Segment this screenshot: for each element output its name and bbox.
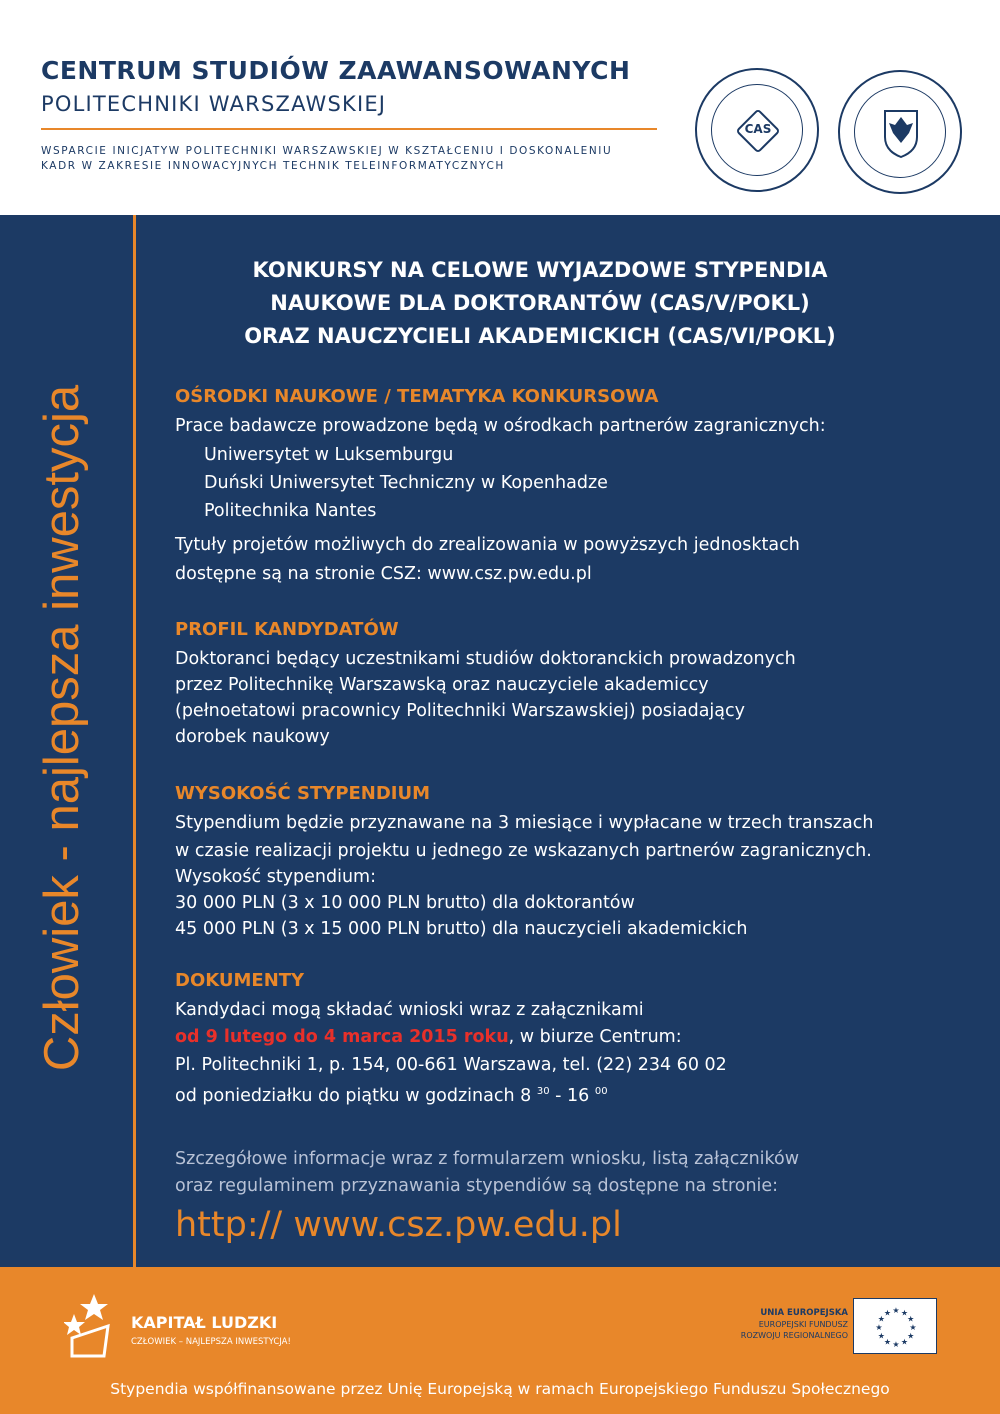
section-heading-osrodki: OŚRODKI NAUKOWE / TEMATYKA KONKURSOWA — [175, 386, 659, 407]
eu-fund-label — [700, 1307, 848, 1341]
title-line-2: NAUKOWE DLA DOKTORANTÓW (CAS/V/POKL) — [270, 291, 810, 315]
kapital-ludzki-logo-icon — [64, 1290, 116, 1360]
eu-line1: UNIA EUROPEJSKA — [760, 1308, 848, 1318]
page-title — [150, 254, 930, 353]
header-tagline-line2: KADR W ZAKRESIE INNOWACYJNYCH TECHNIK TELEINFORMATYCZNYCH — [41, 160, 505, 172]
section-profil-line: (pełnoetatowi pracownicy Politechniki Warszawskiej) posiadający — [175, 701, 745, 721]
title-line-1: KONKURSY NA CELOWE WYJAZDOWE STYPENDIA — [252, 258, 828, 282]
section-osrodki-note-1: Tytuły projetów możliwych do zrealizowania w powyższych jednosktach — [175, 535, 800, 555]
hours-prefix: od poniedziałku do piątku w godzinach 8 — [175, 1085, 532, 1106]
office-location-text: , w biurze Centrum: — [508, 1027, 682, 1047]
header-divider — [41, 128, 657, 130]
section-dokumenty-address: Pl. Politechniki 1, p. 154, 00-661 Warszawa, tel. (22) 234 60 02 — [175, 1055, 727, 1075]
website-link[interactable]: http:// www.csz.pw.edu.pl — [175, 1205, 622, 1245]
hours-end-minutes: 00 — [594, 1086, 608, 1097]
eu-line2: EUROPEJSKI FUNDUSZ — [758, 1320, 848, 1329]
section-stypendium-line: w czasie realizacji projektu u jednego ze wskazanych partnerów zagranicznych. — [175, 841, 872, 861]
title-line-3: ORAZ NAUCZYCIELI AKADEMICKICH (CAS/VI/POKL) — [244, 324, 836, 348]
eu-star-icon: ★ — [907, 1331, 915, 1341]
eu-star-icon: ★ — [907, 1314, 915, 1324]
eu-flag-icon — [853, 1298, 937, 1354]
hours-start-minutes: 30 — [536, 1086, 550, 1097]
header-tagline-line1: WSPARCIE INICJATYW POLITECHNIKI WARSZAWSKIEJ W KSZTAŁCENIU I DOSKONALENIU — [41, 145, 613, 157]
cas-seal-icon — [695, 68, 819, 192]
eu-star-icon: ★ — [883, 1308, 892, 1318]
partner-item: Uniwersytet w Luksemburgu — [204, 445, 454, 465]
section-dokumenty-line2 — [175, 1024, 682, 1051]
header-subtitle: POLITECHNIKI WARSZAWSKIEJ — [41, 92, 387, 116]
side-slogan: Człowiek - najlepsza inwestycja — [35, 384, 89, 1072]
section-dokumenty-line1: Kandydaci mogą składać wnioski wraz z załącznikami — [175, 1000, 644, 1020]
info-line-1: Szczegółowe informacje wraz z formularzem wniosku, listą załączników — [175, 1149, 800, 1169]
eu-star-icon: ★ — [877, 1331, 885, 1341]
section-osrodki-note-2: dostępne są na stronie CSZ: www.csz.pw.edu.pl — [175, 564, 592, 584]
eu-star-icon: ★ — [900, 1308, 909, 1318]
kapital-ludzki-title: KAPITAŁ LUDZKI — [131, 1313, 278, 1332]
deadline-dates: od 9 lutego do 4 marca 2015 roku — [175, 1027, 509, 1047]
section-dokumenty-hours — [175, 1078, 608, 1110]
header-title: CENTRUM STUDIÓW ZAAWANSOWANYCH — [41, 56, 631, 85]
hours-separator: - 16 — [549, 1085, 590, 1106]
section-stypendium-line: 30 000 PLN (3 x 10 000 PLN brutto) dla doktorantów — [175, 893, 635, 913]
header-tagline — [41, 144, 612, 174]
section-profil-line: dorobek naukowy — [175, 727, 330, 747]
section-heading-dokumenty: DOKUMENTY — [175, 970, 305, 991]
info-line-2: oraz regulaminem przyznawania stypendiów są dostępne na stronie: — [175, 1176, 779, 1196]
header — [0, 0, 1000, 215]
section-heading-stypendium: WYSOKOŚĆ STYPENDIUM — [175, 783, 431, 804]
politechnika-seal-icon — [838, 70, 962, 194]
eu-star-icon: ★ — [892, 1306, 900, 1315]
eu-star-icon: ★ — [883, 1337, 892, 1347]
section-osrodki-intro: Prace badawcze prowadzone będą w ośrodkach partnerów zagranicznych: — [175, 416, 826, 436]
cas-seal-label: CAS — [744, 122, 772, 136]
side-divider — [133, 215, 136, 1267]
eu-star-icon: ★ — [900, 1337, 909, 1347]
funding-statement: Stypendia współfinansowane przez Unię Europejską w ramach Europejskiego Funduszu Społecznego — [110, 1380, 890, 1398]
section-heading-profil: PROFIL KANDYDATÓW — [175, 619, 399, 640]
section-stypendium-line: Wysokość stypendium: — [175, 867, 377, 887]
eu-star-icon: ★ — [877, 1314, 885, 1324]
section-profil-line: przez Politechnikę Warszawską oraz nauczyciele akademiccy — [175, 675, 709, 695]
partner-item: Duński Uniwersytet Techniczny w Kopenhadze — [204, 473, 608, 493]
eu-line3: ROZWOJU REGIONALNEGO — [740, 1331, 848, 1340]
section-profil-line: Doktoranci będący uczestnikami studiów doktoranckich prowadzonych — [175, 649, 796, 669]
section-stypendium-line: 45 000 PLN (3 x 15 000 PLN brutto) dla nauczycieli akademickich — [175, 919, 748, 939]
eu-star-icon: ★ — [892, 1340, 900, 1349]
partner-item: Politechnika Nantes — [204, 501, 377, 521]
section-stypendium-line: Stypendium będzie przyznawane na 3 miesiące i wypłacane w trzech transzach — [175, 813, 874, 833]
eu-star-icon: ★ — [909, 1323, 917, 1332]
kapital-ludzki-slogan: CZŁOWIEK – NAJLEPSZA INWESTYCJA! — [131, 1337, 291, 1347]
eu-star-icon: ★ — [875, 1323, 883, 1332]
